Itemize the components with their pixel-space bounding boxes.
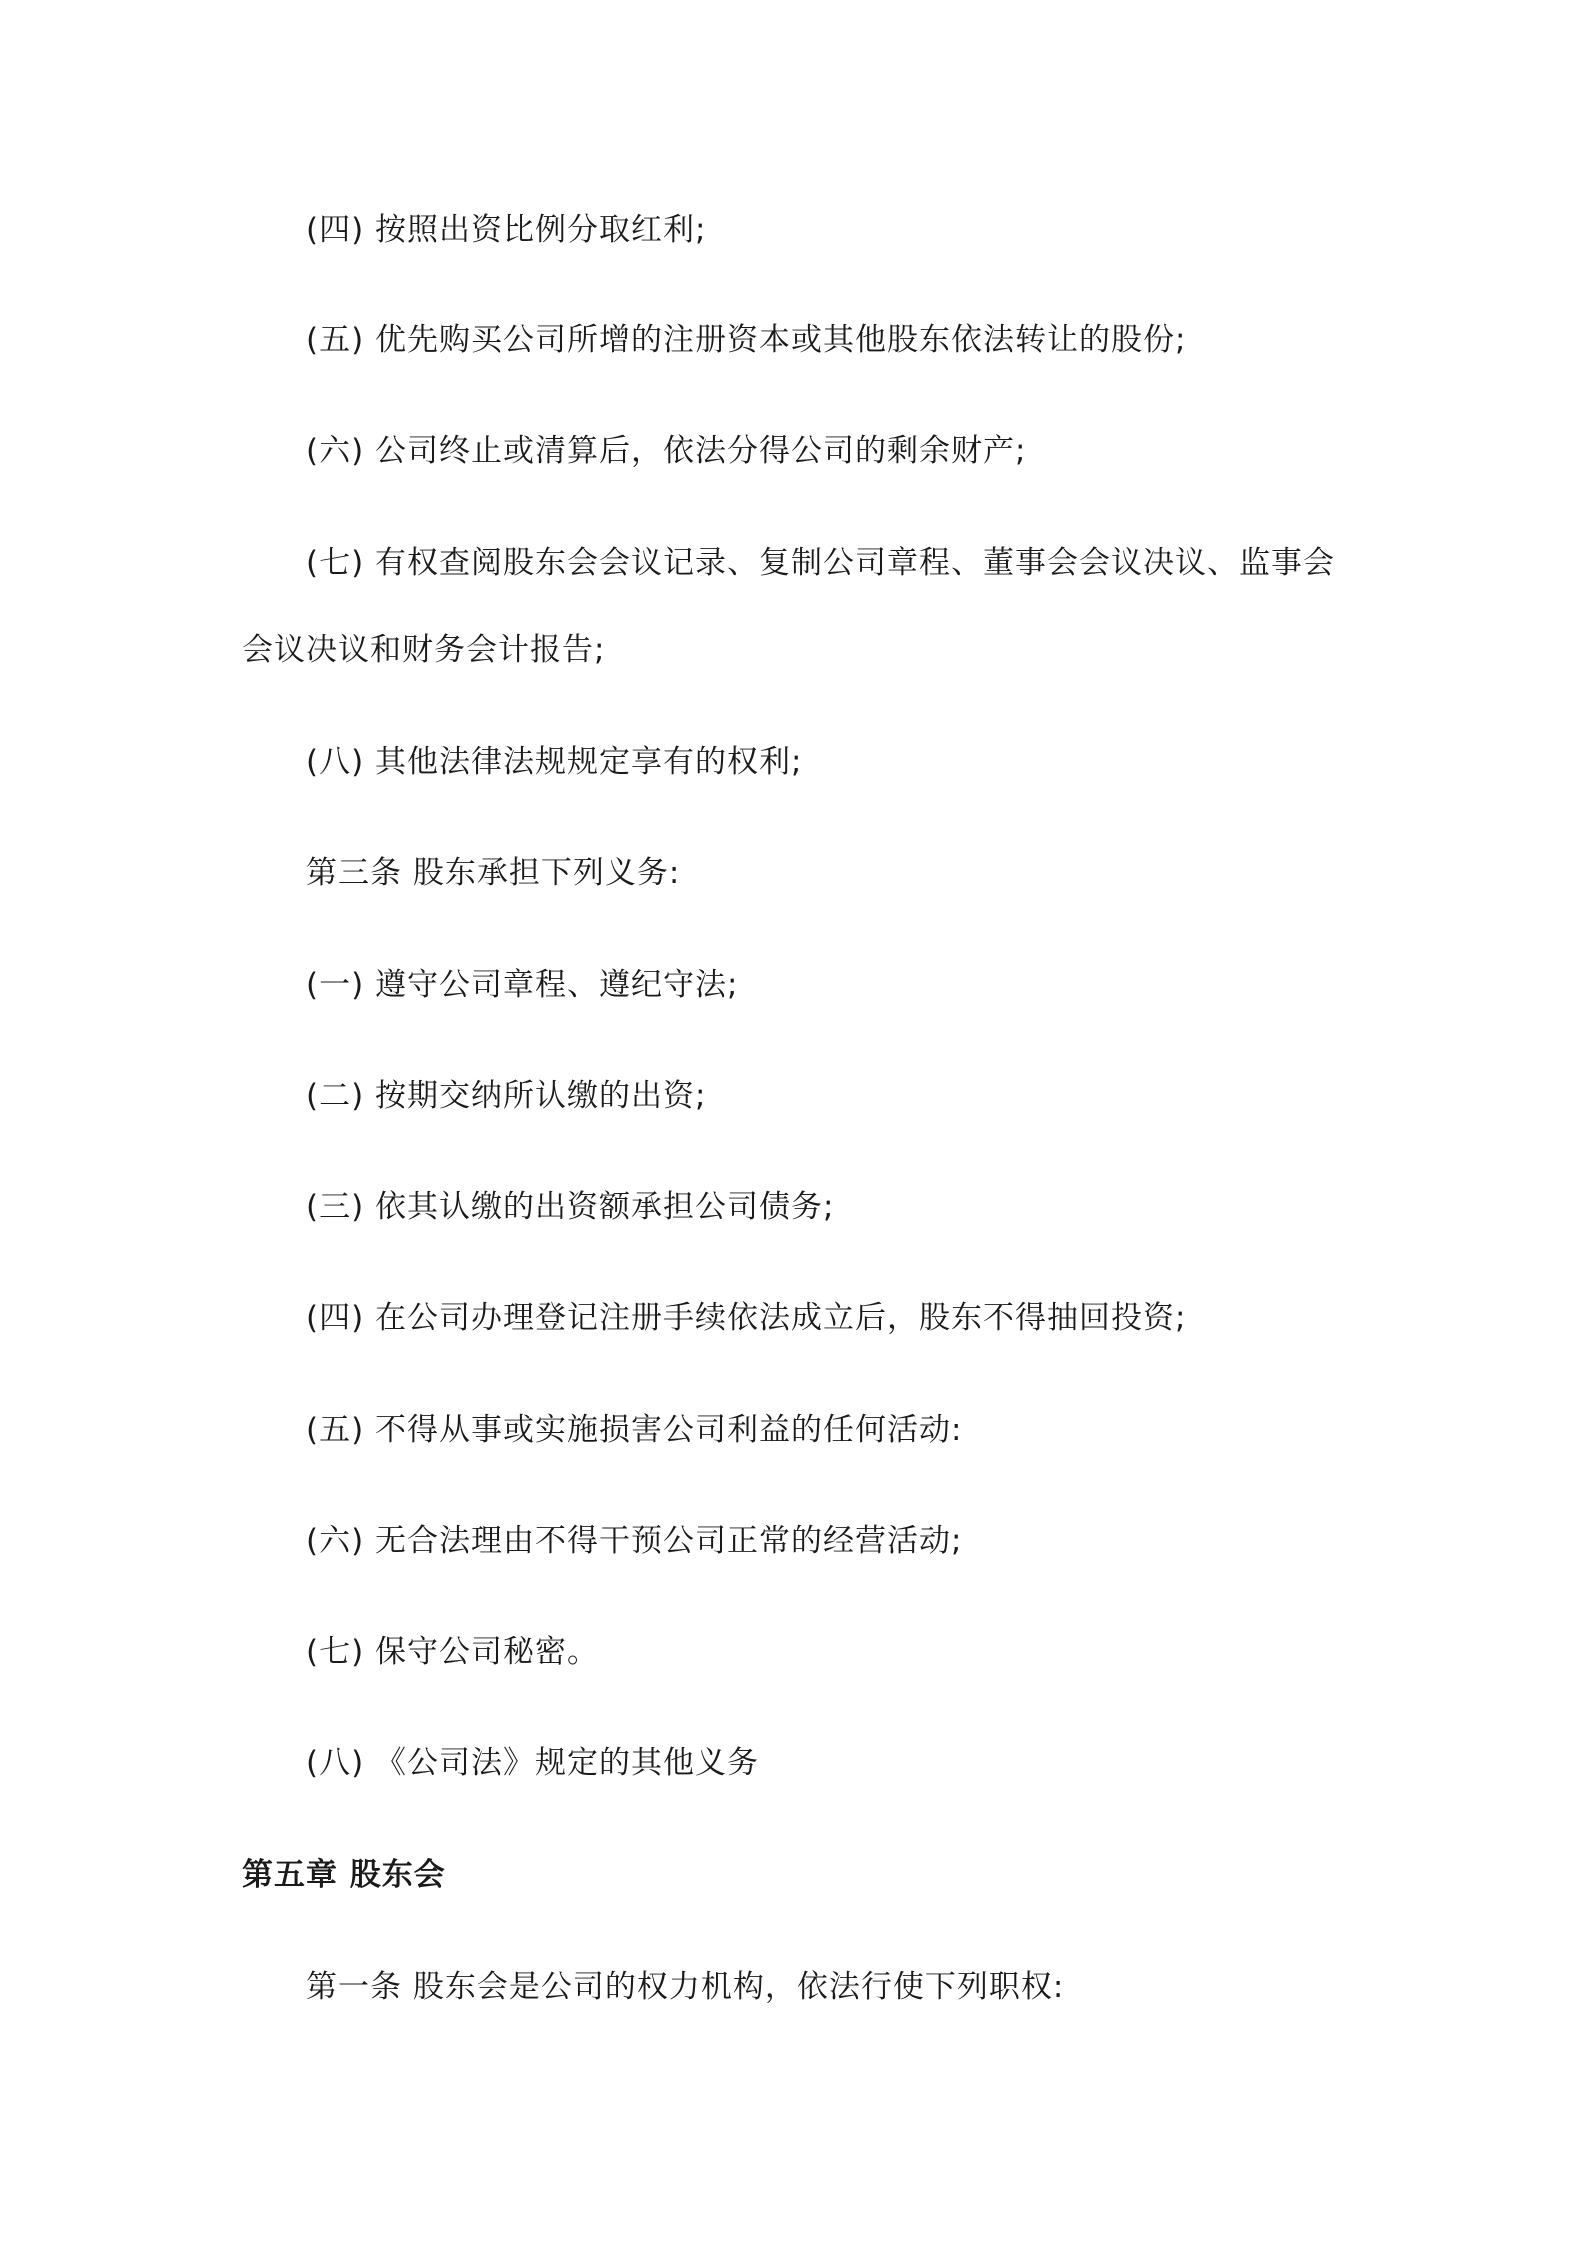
- paragraph-shareholder-right-4: (四) 按照出资比例分取红利;: [306, 212, 707, 248]
- paragraph-shareholder-right-6: (六) 公司终止或清算后，依法分得公司的剩余财产;: [306, 433, 1027, 469]
- paragraph-shareholder-right-7-continued: 会议决议和财务会计报告;: [242, 632, 606, 668]
- paragraph-shareholder-right-5: (五) 优先购买公司所增的注册资本或其他股东依法转让的股份;: [306, 322, 1187, 358]
- paragraph-shareholder-duty-8: (八) 《公司法》规定的其他义务: [306, 1745, 760, 1781]
- paragraph-shareholder-duty-3: (三) 依其认缴的出资额承担公司债务;: [306, 1189, 835, 1225]
- paragraph-shareholder-duty-6: (六) 无合法理由不得干预公司正常的经营活动;: [306, 1523, 963, 1559]
- paragraph-shareholder-right-8: (八) 其他法律法规规定享有的权利;: [306, 744, 803, 780]
- paragraph-shareholder-duty-2: (二) 按期交纳所认缴的出资;: [306, 1078, 707, 1114]
- chapter-five-heading: 第五章 股东会: [242, 1857, 446, 1893]
- article-three-title: 第三条 股东承担下列义务:: [306, 855, 681, 891]
- paragraph-shareholder-duty-1: (一) 遵守公司章程、遵纪守法;: [306, 967, 739, 1003]
- paragraph-shareholder-duty-7: (七) 保守公司秘密。: [306, 1634, 600, 1670]
- article-one-shareholders-meeting: 第一条 股东会是公司的权力机构，依法行使下列职权:: [306, 1969, 1065, 2005]
- paragraph-shareholder-duty-5: (五) 不得从事或实施损害公司利益的任何活动:: [306, 1412, 963, 1448]
- paragraph-shareholder-duty-4: (四) 在公司办理登记注册手续依法成立后，股东不得抽回投资;: [306, 1300, 1187, 1336]
- paragraph-shareholder-right-7: (七) 有权查阅股东会会议记录、复制公司章程、董事会会议决议、监事会: [306, 545, 1336, 581]
